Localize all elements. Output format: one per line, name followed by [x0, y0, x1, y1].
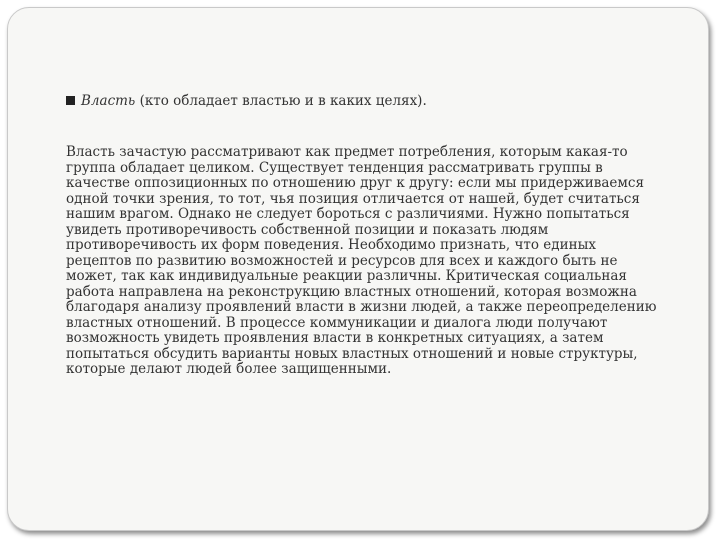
- paragraph-line: качестве оппозиционных по отношению друг к другу: если мы придерживаемся: [66, 175, 645, 191]
- paragraph-line: увидеть противоречивость собственной позиции и показать людям: [66, 221, 549, 238]
- slide-panel: [7, 7, 709, 531]
- heading-term: Власть: [81, 93, 136, 109]
- paragraph-line: нашим врагом. Однако не следует бороться с различиями. Нужно попытаться: [66, 206, 630, 222]
- paragraph-line: противоречивость их форм поведения. Необходимо признать, что единых: [66, 237, 596, 253]
- paragraph-line: Власть зачастую рассматривают как предмет потребления, которым какая-то: [66, 144, 628, 160]
- heading-detail: (кто обладает властью и в каких целях).: [135, 93, 427, 109]
- body-paragraph: [66, 145, 676, 378]
- paragraph-line: которые делают людей более защищенными.: [66, 361, 392, 377]
- bullet-heading: [66, 92, 686, 110]
- paragraph-line: возможность увидеть проявления власти в конкретных ситуациях, а затем: [66, 330, 604, 346]
- paragraph-line: попытаться обсудить варианты новых властных отношений и новые структуры,: [66, 345, 638, 362]
- paragraph-line: властных отношений. В процессе коммуникации и диалога люди получают: [66, 314, 608, 331]
- paragraph-line: работа направлена на реконструкцию властных отношений, которая возможна: [66, 283, 637, 300]
- paragraph-line: благодаря анализу проявлений власти в жизни людей, а также переопределению: [66, 299, 657, 315]
- square-bullet-icon: [66, 96, 75, 105]
- paragraph-line: одной точки зрения, то тот, чья позиция отличается от нашей, будет считаться: [66, 190, 640, 207]
- paragraph-line: может, так как индивидуальные реакции различны. Критическая социальная: [66, 268, 627, 284]
- paragraph-line: рецептов по развитию возможностей и ресурсов для всех и каждого быть не: [66, 252, 618, 269]
- paragraph-line: группа обладает целиком. Существует тенденция рассматривать группы в: [66, 159, 603, 176]
